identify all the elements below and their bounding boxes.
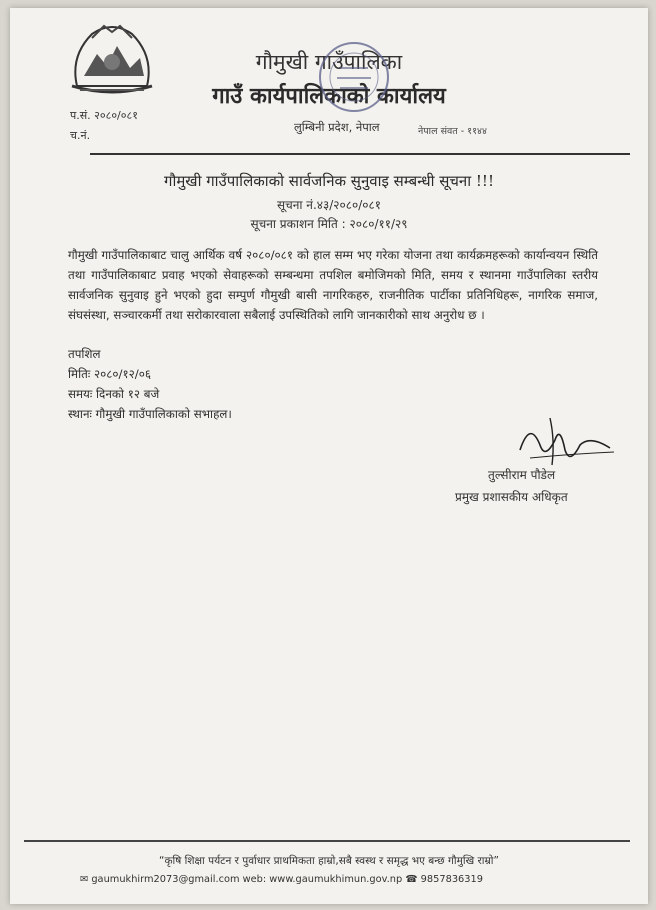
hearing-place: स्थानः गौमुखी गाउँपालिकाको सभाहल। [68, 407, 232, 421]
reference-year: प.सं. २०८०/०८१ [70, 109, 138, 122]
footer-motto: “कृषि शिक्षा पर्यटन र पुर्वाधार प्राथमिकता हाम्रो,सबै स्वस्थ र समृद्ध भए बन्छ गौमुखि राम्रो” [159, 855, 499, 867]
signatory-name: तुल्सीराम पौडेल [488, 468, 556, 482]
office-subtitle: गाउँ कार्यपालिकाको कार्यालय [212, 83, 446, 109]
office-name: गौमुखी गाउँपालिका [255, 50, 403, 74]
hearing-date: मितिः २०८०/१२/०६ [68, 367, 152, 381]
phone-icon: ☎ [405, 874, 418, 885]
established-year: नेपाल संवत - ११४४ [418, 126, 487, 137]
office-address: लुम्बिनी प्रदेश, नेपाल [294, 120, 380, 134]
notice-body: गौमुखी गाउँपालिकाबाट चालु आर्थिक वर्ष २०८०/०८१ को हाल सम्म भए गरेका योजना तथा कार्यक्रमहरूको कार्यान्वयन स्थिति तथा गाउँपालिकाबाट प्रवाह भएको सेवाहरूको सम्बन्धमा तपशिल बमोजिमको मिति, समय र स्थानमा गाउँपालिका स्तरीय सार्वजनिक सुनुवाइ हुने भएको हुदा सम्पुर्ण गौमुखी बासी नागरिकहरु, राजनीतिक पार्टीका प्रतिनिधिहरू, नागरिक समाज, संघसंस्था, सञ्चारकर्मी तथा सरोकारवाला सबैलाई उपस्थितिको लागि जानकारीको साथ अनुरोध छ । [68, 248, 598, 322]
notice-number: सूचना नं.४३/२०८०/०८१ [276, 198, 382, 212]
signature-icon [510, 410, 620, 472]
notice-details [68, 344, 232, 424]
footer-phone[interactable]: 9857836319 [420, 874, 483, 885]
details-heading: तपशिल [68, 347, 101, 361]
letter-page [10, 8, 648, 904]
notice-publish-date: सूचना प्रकाशन मिति : २०८०/११/२९ [250, 217, 408, 231]
header-divider [90, 153, 630, 155]
dispatch-number: च.नं. [70, 129, 91, 142]
signatory-title: प्रमुख प्रशासकीय अधिकृत [455, 490, 568, 504]
footer-contact [80, 874, 483, 886]
footer-divider [24, 840, 630, 842]
office-stamp-icon [315, 38, 393, 116]
hearing-time: समयः दिनको १२ बजे [68, 387, 160, 401]
email-icon: ✉ [80, 874, 89, 885]
notice-title: गौमुखी गाउँपालिकाको सार्वजनिक सुनुवाइ सम्बन्धी सूचना !!! [164, 172, 494, 190]
footer-email-web[interactable]: gaumukhirm2073@gmail.com web: www.gaumukhimun.gov.np [91, 874, 403, 885]
